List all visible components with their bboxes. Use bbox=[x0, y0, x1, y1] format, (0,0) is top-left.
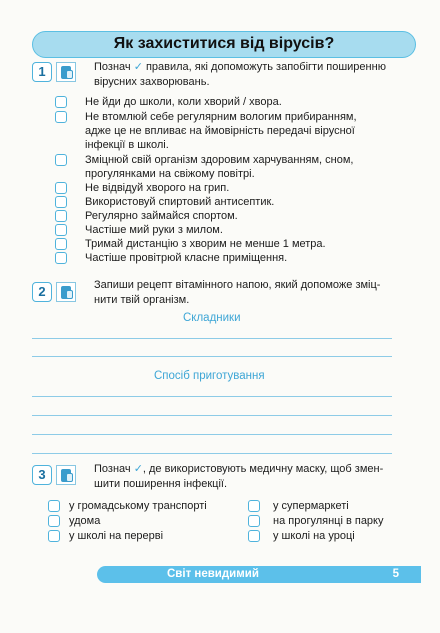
q3-option-left-2: удома bbox=[69, 515, 101, 527]
page-title: Як захиститися від вірусів? bbox=[32, 31, 416, 58]
q1-item-1: Не йди до школи, коли хворий / хвора. bbox=[85, 96, 282, 108]
checkbox-q3-right-3[interactable] bbox=[248, 530, 260, 542]
q1-item-3-cont: прогулянками на свіжому повітрі. bbox=[85, 168, 255, 180]
write-line[interactable] bbox=[32, 415, 392, 416]
write-line[interactable] bbox=[32, 396, 392, 397]
q1-item-9: Частіше провітрюй класне приміщення. bbox=[85, 252, 288, 264]
q1-item-7: Частіше мий руки з милом. bbox=[85, 224, 223, 236]
checkbox-q1-3[interactable] bbox=[55, 154, 67, 166]
checkbox-q1-2[interactable] bbox=[55, 111, 67, 123]
checkbox-q1-1[interactable] bbox=[55, 96, 67, 108]
ingredients-label: Складники bbox=[183, 312, 241, 324]
write-line[interactable] bbox=[32, 356, 392, 357]
q3-option-left-1: у громадському транспорті bbox=[69, 500, 207, 512]
checkbox-q3-left-3[interactable] bbox=[48, 530, 60, 542]
q1-item-2: Не втомлюй себе регулярним вологим прибиранням, bbox=[85, 111, 357, 123]
checkmark-icon: ✓ bbox=[133, 463, 143, 475]
checkbox-q1-5[interactable] bbox=[55, 196, 67, 208]
write-line[interactable] bbox=[32, 453, 392, 454]
q1-item-8: Тримай дистанцію з хворим не менше 1 метра. bbox=[85, 238, 326, 250]
method-label: Спосіб приготування bbox=[154, 370, 265, 382]
checkbox-q1-9[interactable] bbox=[55, 252, 67, 264]
notebook-icon bbox=[56, 282, 76, 302]
question-number-2: 2 bbox=[32, 282, 52, 302]
checkbox-q1-7[interactable] bbox=[55, 224, 67, 236]
checkbox-q3-left-1[interactable] bbox=[48, 500, 60, 512]
q1-item-3: Зміцнюй свій організм здоровим харчуванням, сном, bbox=[85, 154, 354, 166]
q3-option-left-3: у школі на перерві bbox=[69, 530, 164, 542]
q3-option-right-3: у школі на уроці bbox=[273, 530, 355, 542]
checkmark-icon: ✓ bbox=[133, 61, 143, 73]
q3-option-right-1: у супермаркеті bbox=[273, 500, 349, 512]
q1-item-2-cont: адже це не впливає на ймовірність передачі вірусної bbox=[85, 125, 355, 137]
checkbox-q3-right-2[interactable] bbox=[248, 515, 260, 527]
write-line[interactable] bbox=[32, 434, 392, 435]
q1-item-4: Не відвідуй хворого на грип. bbox=[85, 182, 230, 194]
checkbox-q3-left-2[interactable] bbox=[48, 515, 60, 527]
checkbox-q1-6[interactable] bbox=[55, 210, 67, 222]
question-number-3: 3 bbox=[32, 465, 52, 485]
q1-instruction: Познач ✓ правила, які допоможуть запобігти поширенню вірусних захворювань. bbox=[94, 61, 386, 88]
page-footer bbox=[97, 566, 421, 583]
checkbox-q3-right-1[interactable] bbox=[248, 500, 260, 512]
q3-option-right-2: на прогулянці в парку bbox=[273, 515, 384, 527]
q3-instruction: Познач ✓, де використовують медичну маску, щоб змен- шити поширення інфекції. bbox=[94, 463, 384, 490]
checkbox-q1-4[interactable] bbox=[55, 182, 67, 194]
q1-item-5: Використовуй спиртовий антисептик. bbox=[85, 196, 275, 208]
write-line[interactable] bbox=[32, 338, 392, 339]
notebook-icon bbox=[56, 62, 76, 82]
question-number-1: 1 bbox=[32, 62, 52, 82]
page-number: 5 bbox=[392, 568, 399, 580]
footer-title: Світ невидимий bbox=[167, 568, 259, 580]
notebook-icon bbox=[56, 465, 76, 485]
q1-item-6: Регулярно займайся спортом. bbox=[85, 210, 238, 222]
q1-item-2-cont: інфекції в школі. bbox=[85, 139, 169, 151]
checkbox-q1-8[interactable] bbox=[55, 238, 67, 250]
q2-instruction: Запиши рецепт вітамінного напою, який допоможе зміц- нити твій організм. bbox=[94, 279, 381, 306]
